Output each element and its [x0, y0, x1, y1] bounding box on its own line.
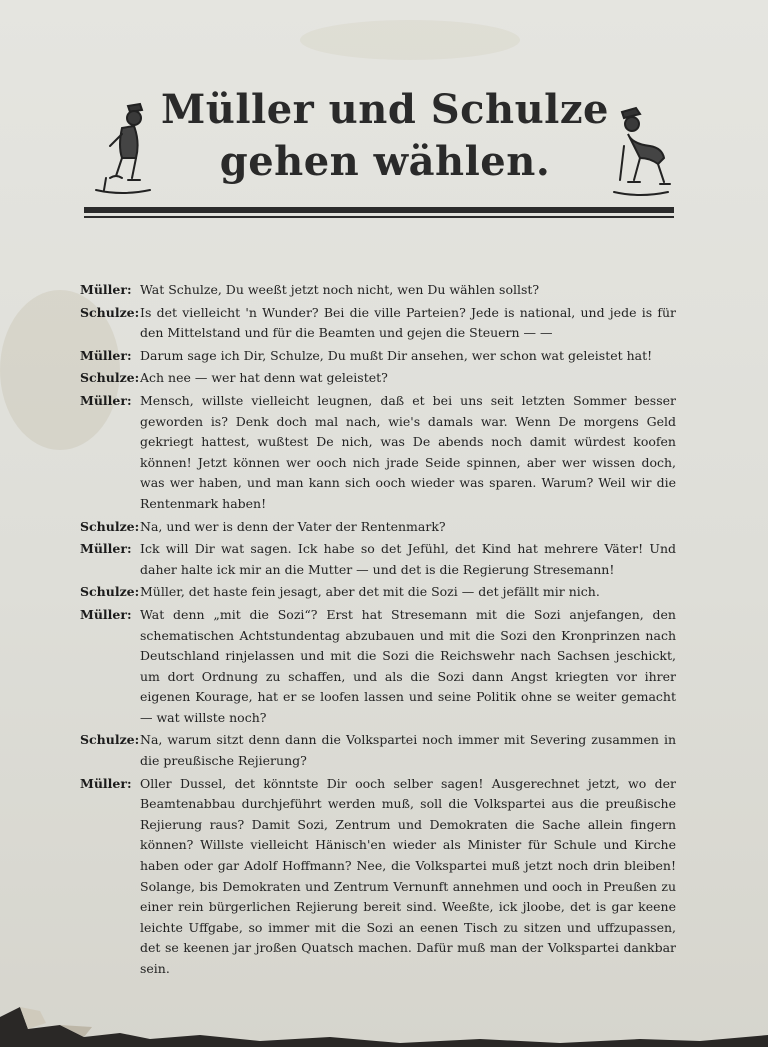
speaker-label: Schulze:: [80, 304, 140, 320]
title-divider: [84, 207, 674, 213]
dialogue-entry: [80, 582, 676, 603]
dialogue-entry: [80, 517, 676, 538]
dialogue-text: Müller, det haste fein jesagt, aber det mit die Sozi — det jefällt mir nich.: [140, 584, 600, 600]
title-line-1: Müller und Schulze: [160, 86, 610, 133]
torn-paper-edge: [0, 977, 768, 1047]
dialogue-text: Ach nee — wer hat denn wat geleistet?: [140, 370, 388, 386]
dialogue-text: Na, warum sitzt denn dann die Volkspartei noch immer mit Severing zusammen in die preußische Rejierung?: [140, 732, 676, 769]
speaker-label: Schulze:: [80, 584, 140, 600]
dialogue-entry: [80, 346, 676, 367]
dialogue-entry: [80, 303, 676, 344]
dialogue-entry: [80, 774, 676, 980]
speaker-label: Schulze:: [80, 732, 140, 748]
speaker-label: Schulze:: [80, 370, 140, 386]
dialogue-text: Ick will Dir wat sagen. Ick habe so det Jefühl, det Kind hat mehrere Väter! Und daher halte ick mir an die Mutter — und det is die Regierung Stresemann!: [140, 541, 676, 577]
dialogue: [80, 280, 676, 982]
dialogue-entry: [80, 280, 676, 301]
speaker-label: Müller:: [80, 392, 132, 408]
dialogue-entry: [80, 605, 676, 729]
speaker-label: Müller:: [80, 775, 132, 791]
dialogue-entry: [80, 539, 676, 580]
title-line-2: gehen wählen.: [219, 138, 551, 185]
dialogue-text: Oller Dussel, det könntste Dir ooch selber sagen! Ausgerechnet jetzt, wo der Beamtenabbau durchjeführt werden muß, soll die Volkspartei aus die preußische Rejierung raus? Damit Sozi, Zentrum und Demokraten die Sache allein fingern können? Willste vielleicht Hänisch'en wieder als Minister für Schule und Kirche haben oder gar Adolf Hoffmann? Nee, die Volkspartei muß jetzt noch drin bleiben! Solange, bis Demokraten und Zentrum Vernunft annehmen und ooch in Preußen zu einer rein bürgerlichen Rejierung bereit sind. Weeßte, ick jloobe, det is gar keene leichte Uffgabe, so immer mit die Sozi an eenen Tisch zu sitzen und uffzupassen, det se keenen jar jroßen Quatsch machen. Dafür muß man der Volkspartei dankbar sein.: [140, 775, 676, 976]
dialogue-text: Darum sage ich Dir, Schulze, Du mußt Dir ansehen, wer schon wat geleistet hat!: [140, 347, 653, 363]
speaker-label: Müller:: [80, 541, 132, 557]
dialogue-text: Wat Schulze, Du weeßt jetzt noch nicht, wen Du wählen sollst?: [140, 282, 540, 297]
mueller-caricature-icon: [92, 98, 152, 198]
dialogue-text: Na, und wer is denn der Vater der Rentenmark?: [140, 518, 446, 534]
speaker-label: Müller:: [80, 606, 132, 622]
speaker-label: Müller:: [80, 282, 132, 297]
dialogue-entry: [80, 730, 676, 771]
page-title: [150, 84, 620, 188]
dialogue-text: Mensch, willste vielleicht leugnen, daß et bei uns seit letzten Sommer besser geworden is? Denk doch mal nach, wie's damals war. Wenn De morgens Geld gekriegt hattest, wußtest De nich, was De abends noch damit würdest koofen können! Jetzt können wer ooch nich jrade Seide spinnen, aber wer wissen doch, was wer haben, und man kann sich ooch wieder was sparen. Warum? Weil wir die Rentenmark haben!: [140, 392, 676, 511]
speaker-label: Schulze:: [80, 518, 140, 534]
speaker-label: Müller:: [80, 347, 132, 363]
dialogue-entry: [80, 368, 676, 389]
dialogue-text: Is det vielleicht 'n Wunder? Bei die ville Parteien? Jede is national, und jede is für den Mittelstand und für die Beamten und gejen die Steuern — —: [140, 304, 676, 341]
dialogue-text: Wat denn „mit die Sozi“? Erst hat Stresemann mit die Sozi anjefangen, den schematischen Achtstundentag abzubauen und mit die Sozi den Kronprinzen nach Deutschland rinjelassen und mit die Sozi die Reichswehr nach Sachsen jeschickt, um dort Ordnung zu schaffen, und als die Sozi dann Angst kriegten vor ihrer eigenen Kourage, hat er se loofen lassen und seine Politik ohne se weiter gemacht — wat willste noch?: [140, 606, 676, 725]
title-divider-thin: [84, 216, 674, 218]
paper-stain: [300, 20, 520, 60]
dialogue-entry: [80, 391, 676, 515]
